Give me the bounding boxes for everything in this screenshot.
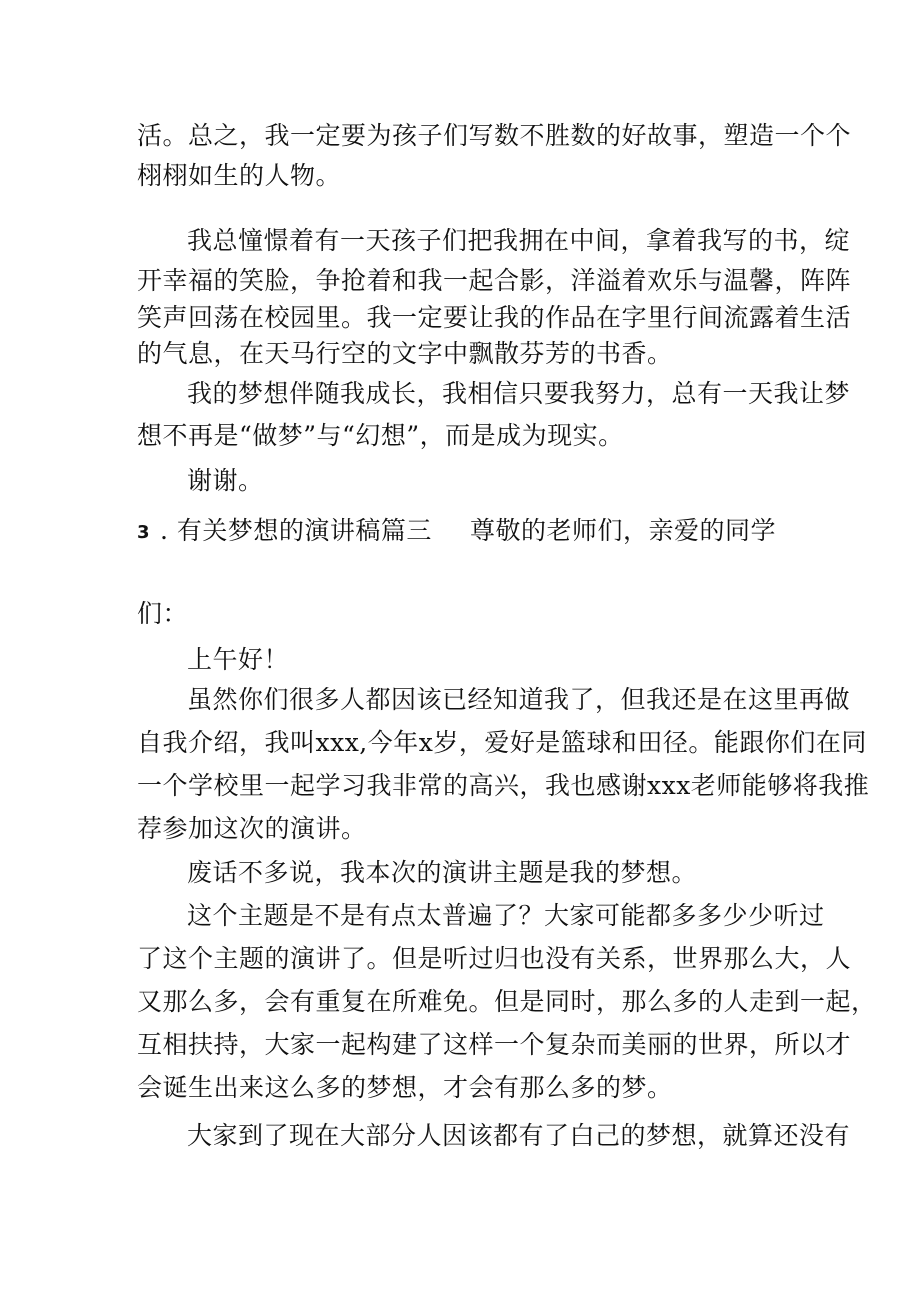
paragraph-line: 大家到了现在大部分人因该都有了白己的梦想，就算还没有: [187, 1121, 851, 1150]
paragraph-line: 我的梦想伴随我成长，我相信只要我努力，总有一天我让梦: [187, 379, 851, 408]
paragraph-line: 活。总之，我一定要为孩子们写数不胜数的好故事，塑造一个个: [137, 121, 852, 150]
paragraph-line: 们：: [137, 599, 189, 628]
greeting-text: 尊敬的老师们，亲爱的同学: [470, 516, 777, 545]
paragraph-line: 这个主题是不是有点太普遍了？大家可能都多多少少听过: [187, 901, 825, 930]
paragraph-line: 会诞生出来这么多的梦想，才会有那么多的梦。: [137, 1073, 673, 1102]
paragraph-line: 又那么多，会有重复在所难免。但是同时，那么多的人走到一起，: [137, 987, 877, 1016]
paragraph-line: 开幸福的笑脸，争抢着和我一起合影，洋溢着欢乐与温馨，阵阵: [137, 266, 852, 295]
paragraph-line: 自我介绍，我叫xxx,今年x岁，爱好是篮球和田径。能跟你们在同: [137, 728, 867, 757]
paragraph-line: 了这个主题的演讲了。但是听过归也没有关系，世界那么大，人: [137, 944, 852, 973]
paragraph-line: 笑声回荡在校园里。我一定要让我的作品在字里行间流露着生活: [137, 303, 852, 332]
paragraph-line: 一个学校里一起学习我非常的高兴，我也感谢xxx老师能够将我推: [137, 771, 870, 800]
paragraph-line: 废话不多说，我本次的演讲主题是我的梦想。: [187, 858, 698, 887]
paragraph-line: 我总憧憬着有一天孩子们把我拥在中间，拿着我写的书，绽: [187, 226, 851, 255]
paragraph-line: 栩栩如生的人物。: [137, 161, 342, 190]
section-heading: . 有关梦想的演讲稿篇三: [160, 516, 432, 545]
section-number: 3: [137, 522, 150, 543]
paragraph-line: 上午好！: [187, 645, 290, 674]
paragraph-line: 想不再是“做梦”与“幻想”，而是成为现实。: [137, 421, 624, 450]
paragraph-line: 虽然你们很多人都因该已经知道我了，但我还是在这里再做: [187, 685, 851, 714]
paragraph-line: 谢谢。: [187, 466, 264, 495]
paragraph-line: 荐参加这次的演讲。: [137, 814, 367, 843]
paragraph-line: 互相扶持，大家一起构建了这样一个复杂而美丽的世界，所以才: [137, 1030, 852, 1059]
paragraph-line: 的气息，在天马行空的文字中飘散芬芳的书香。: [137, 339, 673, 368]
